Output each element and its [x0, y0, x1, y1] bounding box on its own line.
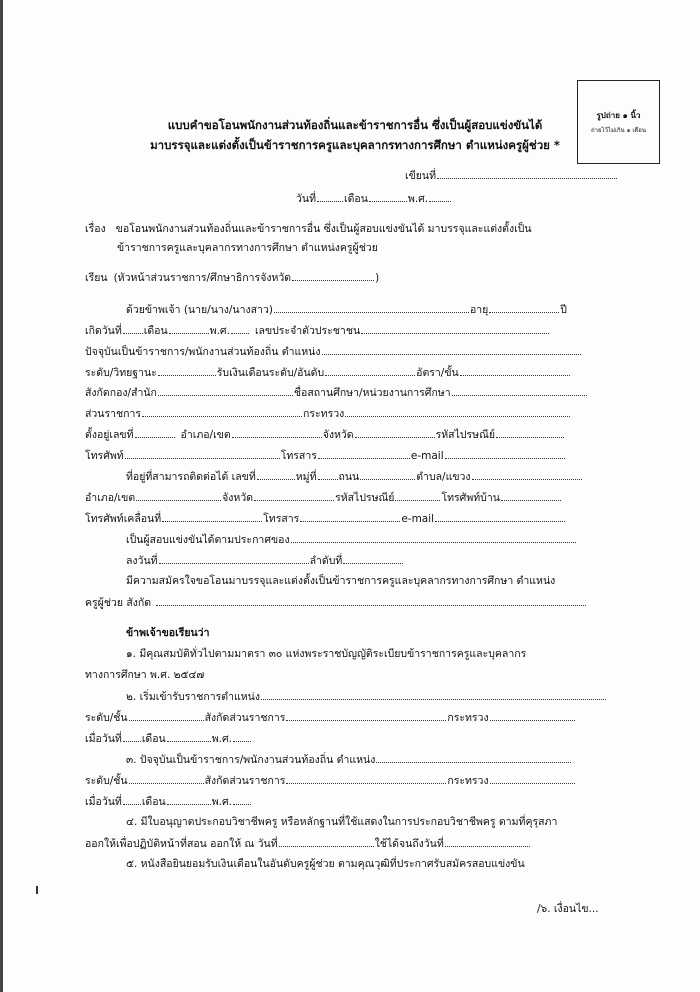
contact-email-label: e-mail [401, 513, 435, 525]
current-position-label: ปัจจุบันเป็นข้าราชการ/พนักงานส่วนท้องถิ่น ตำแหน่ง [85, 346, 321, 358]
declaration-heading: ข้าพเจ้าขอเรียนว่า [126, 627, 210, 639]
item3-level-row [85, 773, 576, 788]
item4-valid-label: ใช้ได้จนถึงวันที่ [374, 838, 444, 850]
birth-month-field[interactable] [169, 323, 209, 334]
contact-province-label: จังหวัด [222, 492, 254, 504]
item2-date-label: เมื่อวันที่ [85, 733, 122, 745]
email-label: e-mail [410, 450, 444, 462]
scan-mark [36, 886, 38, 894]
item3-position-field[interactable] [376, 752, 571, 763]
exam-date-row [126, 553, 404, 568]
item1-text-2: ทางการศึกษา พ.ศ. ๒๕๔๗ [85, 669, 205, 681]
item3-date-row [85, 794, 252, 809]
located-at-field[interactable] [135, 427, 175, 438]
contact-postal-field[interactable] [395, 490, 440, 501]
item3-department-field[interactable] [286, 773, 446, 784]
affiliation-label: สังกัดกอง/สำนัก [85, 387, 157, 399]
birth-date-label: เกิดวันที่ [85, 325, 122, 337]
item2-date-row [85, 731, 252, 746]
item4-row-2 [85, 836, 531, 851]
item2-ministry-label: กระทรวง [447, 712, 489, 724]
item3-year-field[interactable] [233, 794, 251, 805]
intent-row-2 [85, 595, 587, 610]
subject-row-2 [117, 241, 378, 255]
salary-level-field[interactable] [325, 365, 415, 376]
salutation-close: ) [375, 272, 380, 284]
photo-box [577, 80, 660, 164]
item4-issued-field[interactable] [279, 836, 374, 847]
item3-row [126, 752, 572, 767]
location-row [85, 427, 565, 442]
department-field[interactable] [142, 406, 302, 417]
age-label: อายุ [469, 304, 489, 316]
item2-date-field[interactable] [123, 731, 141, 742]
written-at-field[interactable] [437, 168, 617, 179]
exam-date-label: ลงวันที่ [126, 555, 158, 567]
salutation-text: (หัวหน้าส่วนราชการ/ศึกษาธิการจังหวัด [113, 272, 292, 284]
current-position-field[interactable] [322, 344, 581, 355]
item3-level-label: ระดับ/ชั้น [85, 775, 128, 787]
district-label: อำเภอ/เขต [180, 429, 231, 441]
item4-row [126, 815, 557, 829]
year-field[interactable] [429, 191, 451, 202]
subject-text-2: ข้าราชการครูและบุคลากรทางการศึกษา ตำแหน่งครูผู้ช่วย [117, 242, 378, 254]
contact-address-field[interactable] [257, 469, 295, 480]
subject-label: เรื่อง [85, 223, 106, 235]
mobile-field[interactable] [162, 511, 262, 522]
item1-text: ๑. มีคุณสมบัติทั่วไปตามมาตรา ๓๐ แห่งพระราชบัญญัติระเบียบข้าราชการครูและบุคลากร [126, 648, 527, 660]
province-field[interactable] [292, 270, 374, 281]
affiliation-row [85, 385, 588, 400]
intent-affiliation-label: ครูผู้ช่วย สังกัด [85, 597, 152, 609]
contact-mobile-row [85, 511, 566, 526]
item3-date-field[interactable] [123, 794, 141, 805]
birth-row [85, 323, 550, 338]
mobile-label: โทรศัพท์เคลื่อนที่ [85, 513, 162, 525]
fax-label: โทรสาร [280, 450, 317, 462]
ministry-label: กระทรวง [303, 408, 345, 420]
moo-field[interactable] [318, 469, 338, 480]
name-field[interactable] [274, 302, 469, 313]
item2-month-label: เดือน [141, 733, 166, 745]
item3-month-label: เดือน [141, 796, 166, 808]
date-field[interactable] [317, 191, 343, 202]
moo-label: หมู่ที่ [295, 471, 317, 483]
home-phone-label: โทรศัพท์บ้าน [441, 492, 500, 504]
level-field[interactable] [158, 365, 216, 376]
contact-postal-label: รหัสไปรษณีย์ [335, 492, 395, 504]
intent-affiliation-field[interactable] [156, 595, 586, 606]
road-label: ถนน [338, 471, 360, 483]
phone-field[interactable] [125, 448, 280, 459]
contact-fax-label: โทรสาร [263, 513, 300, 525]
item3-year-label: พ.ศ. [211, 796, 232, 808]
scan-edge [0, 0, 3, 992]
photo-box-note: ถ่ายไว้ไม่เกิน ๑ เดือน [591, 127, 646, 134]
item2-row [126, 689, 607, 704]
item2-label: ๒. เริ่มเข้ารับราชการตำแหน่ง [126, 691, 260, 703]
exam-row [126, 532, 577, 547]
district-field[interactable] [232, 427, 322, 438]
fax-field[interactable] [318, 448, 410, 459]
item4-valid-field[interactable] [445, 836, 530, 847]
email-field[interactable] [445, 448, 565, 459]
birth-year-field[interactable] [231, 323, 249, 334]
item2-position-field[interactable] [261, 689, 606, 700]
province-label: จังหวัด [322, 429, 354, 441]
item3-level-field[interactable] [129, 773, 204, 784]
rate-field[interactable] [460, 365, 570, 376]
contact-address-label: ที่อยู่ที่สามารถติดต่อได้ เลขที่ [126, 471, 256, 483]
current-position-row [85, 344, 582, 359]
level-row [85, 365, 571, 380]
salutation-row [85, 270, 379, 285]
contact-email-field[interactable] [435, 511, 565, 522]
level-label: ระดับ/วิทยฐานะ [85, 367, 157, 379]
school-name-label: ชื่อสถานศึกษา/หน่วยงานการศึกษา [293, 387, 451, 399]
intent-row [126, 574, 555, 588]
ministry-field[interactable] [345, 406, 570, 417]
item3-ministry-field[interactable] [490, 773, 575, 784]
item2-ministry-field[interactable] [490, 710, 575, 721]
age-field[interactable] [489, 302, 559, 313]
form-title-line1: แบบคำขอโอนพนักงานส่วนท้องถิ่นและข้าราชการอื่น ซึ่งเป็นผู้สอบแข่งขันได้ [167, 118, 543, 132]
item2-department-label: สังกัดส่วนราชการ [204, 712, 286, 724]
subdistrict-label: ตำบล/แขวง [416, 471, 471, 483]
item4-issued-label: ออกให้เพื่อปฏิบัติหน้าที่สอน ออกให้ ณ วันที่ [85, 838, 278, 850]
date-row [296, 191, 452, 206]
id-number-label: เลขประจำตัวประชาชน [254, 325, 361, 337]
item2-month-field[interactable] [167, 731, 211, 742]
exam-date-field[interactable] [159, 553, 309, 564]
exam-announcement-field[interactable] [291, 532, 576, 543]
postal-code-label: รหัสไปรษณีย์ [435, 429, 495, 441]
id-number-field[interactable] [361, 323, 549, 334]
item2-year-field[interactable] [233, 731, 251, 742]
salary-level-label: รับเงินเดือนระดับ/อันดับ [216, 367, 325, 379]
date-label: วันที่ [296, 193, 316, 205]
province-field-2[interactable] [355, 427, 435, 438]
item3-department-label: สังกัดส่วนราชการ [204, 775, 286, 787]
month-field[interactable] [369, 191, 407, 202]
road-field[interactable] [360, 469, 415, 480]
contact-district-row [85, 490, 562, 505]
item2-year-label: พ.ศ. [211, 733, 232, 745]
birth-month-label: เดือน [143, 325, 168, 337]
affiliation-field[interactable] [158, 385, 293, 396]
item3-date-label: เมื่อวันที่ [85, 796, 122, 808]
subject-text: ขอโอนพนักงานส่วนท้องถิ่นและข้าราชการอื่น ซึ่งเป็นผู้สอบแข่งขันได้ มาบรรจุและแต่งตั้งเป็น [115, 223, 532, 235]
home-phone-field[interactable] [501, 490, 561, 501]
name-label: ด้วยข้าพเจ้า (นาย/นาง/นางสาว) [126, 304, 273, 316]
contact-address-row [126, 469, 583, 484]
item2-level-row [85, 710, 576, 725]
item3-month-field[interactable] [167, 794, 211, 805]
years-label: ปี [560, 304, 567, 316]
item5-row [126, 857, 525, 871]
contact-district-field[interactable] [136, 490, 221, 501]
phone-label: โทรศัพท์ [85, 450, 124, 462]
birth-year-label: พ.ศ. [209, 325, 230, 337]
form-title-line2: มาบรรจุและแต่งตั้งเป็นข้าราชการครูและบุคลากรทางการศึกษา ตำแหน่งครูผู้ช่วย * [150, 138, 560, 152]
intent-text: มีความสมัครใจขอโอนมาบรรจุและแต่งตั้งเป็นข้าราชการครูและบุคลากรทางการศึกษา ตำแหน่ง [126, 575, 556, 587]
birth-date-field[interactable] [123, 323, 143, 334]
school-name-field[interactable] [452, 385, 587, 396]
item2-level-field[interactable] [129, 710, 204, 721]
rank-field[interactable] [343, 553, 403, 564]
item3-ministry-label: กระทรวง [447, 775, 489, 787]
month-label: เดือน [344, 193, 368, 205]
item5-text: ๕. หนังสือยินยอมรับเงินเดือนในอันดับครูผู้ช่วย ตามคุณวุฒิที่ประกาศรับสมัครสอบแข่งขัน [126, 858, 525, 870]
name-row [126, 302, 567, 317]
item3-label: ๓. ปัจจุบันเป็นข้าราชการ/พนักงานส่วนท้องถิ่น ตำแหน่ง [126, 754, 376, 766]
phone-row [85, 448, 566, 463]
contact-district-label: อำเภอ/เขต [85, 492, 136, 504]
located-at-label: ตั้งอยู่เลขที่ [85, 429, 134, 441]
photo-box-label: รูปถ่าย ๑ นิ้ว [596, 111, 641, 120]
item1-row-2 [85, 668, 204, 682]
item2-level-label: ระดับ/ชั้น [85, 712, 128, 724]
contact-province-field[interactable] [254, 490, 334, 501]
item2-department-field[interactable] [286, 710, 446, 721]
written-at-label: เขียนที่ [405, 170, 437, 182]
postal-code-field[interactable] [496, 427, 564, 438]
department-label: ส่วนราชการ [85, 408, 142, 420]
contact-fax-field[interactable] [300, 511, 400, 522]
salutation-label: เรียน [85, 272, 108, 284]
continued-note: /๖. เงื่อนไข... [537, 903, 599, 915]
item4-text: ๔. มีใบอนุญาตประกอบวิชาชีพครู หรือหลักฐานที่ใช้แสดงในการประกอบวิชาชีพครู ตามที่คุรุสภา [126, 816, 558, 828]
year-label: พ.ศ. [407, 193, 429, 205]
exam-announcement-label: เป็นผู้สอบแข่งขันได้ตามประกาศของ [126, 534, 290, 546]
rate-label: อัตรา/ขั้น [416, 367, 459, 379]
rank-label: ลำดับที่ [309, 555, 343, 567]
department-row [85, 406, 571, 421]
item1-row [126, 647, 526, 661]
written-at-row [405, 168, 618, 183]
subdistrict-field[interactable] [472, 469, 582, 480]
subject-row [85, 222, 532, 236]
